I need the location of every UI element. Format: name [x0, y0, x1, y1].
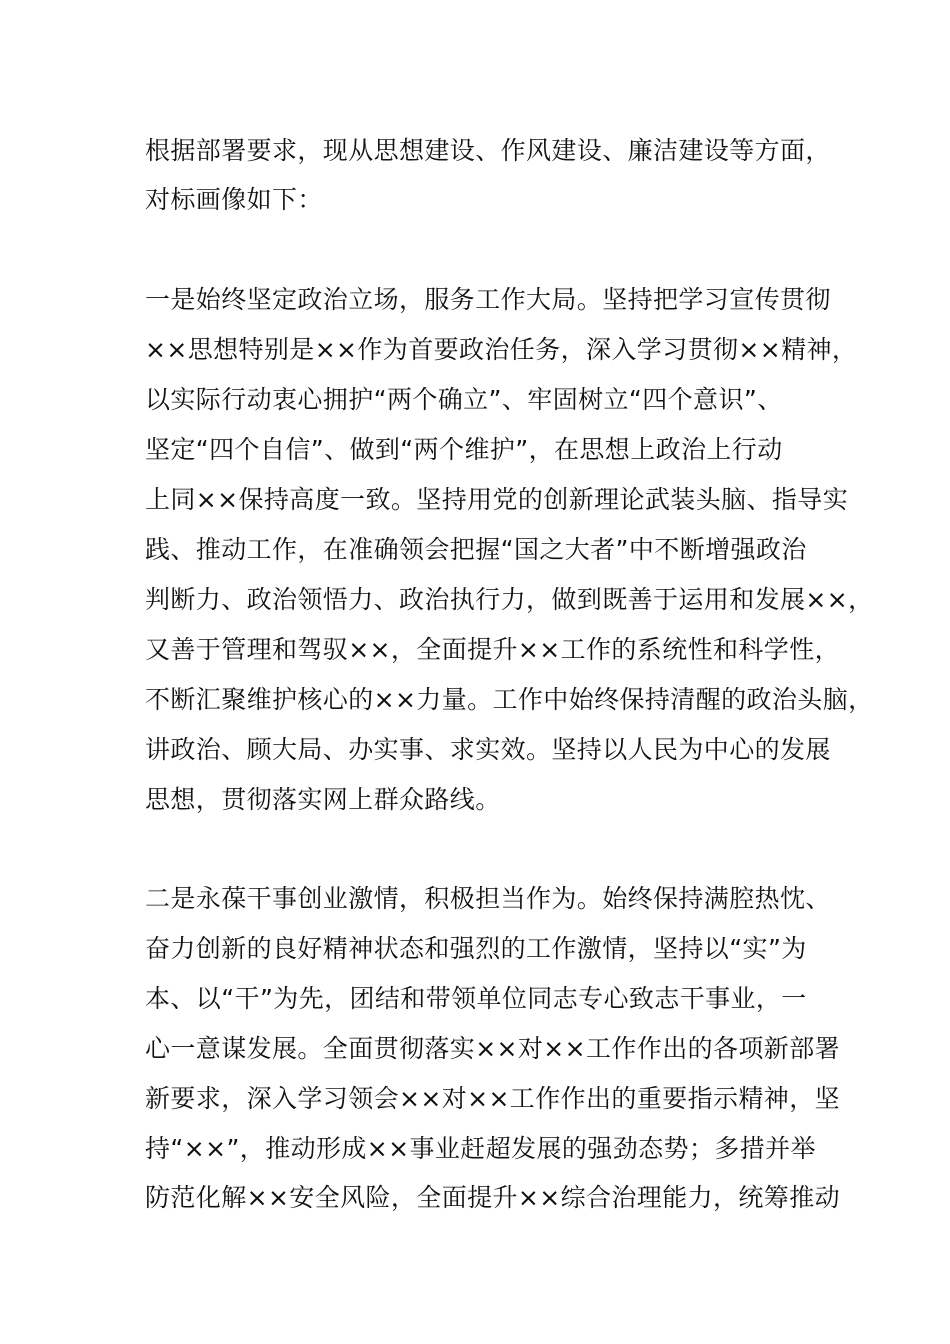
section2-line-2: 奋力创新的良好精神状态和强烈的工作激情，坚持以“实”为: [145, 934, 807, 963]
section1-line-3: 以实际行动衷心拥护“两个确立”、牢固树立“四个意识”、: [145, 385, 783, 414]
section2-line-3: 本、以“干”为先，团结和带领单位同志专心致志干事业，一: [145, 984, 807, 1013]
section2-line-7: 防范化解××安全风险，全面提升××综合治理能力，统筹推动: [145, 1183, 840, 1212]
section1-line-11: 思想，贯彻落实网上群众路线。: [145, 785, 501, 814]
section1-line-5: 上同××保持高度一致。坚持用党的创新理论武装头脑、指导实: [145, 485, 849, 514]
section1-line-8: 又善于管理和驾驭××，全面提升××工作的系统性和科学性，: [145, 635, 840, 664]
section1-line-4: 坚定“四个自信”、做到“两个维护”，在思想上政治上行动: [145, 435, 783, 464]
section1-line-9: 不断汇聚维护核心的××力量。工作中始终保持清醒的政治头脑，: [145, 685, 874, 714]
section2-line-4: 心一意谋发展。全面贯彻落实××对××工作作出的各项新部署: [145, 1034, 840, 1063]
section2-line-6: 持“××”，推动形成××事业赶超发展的强劲态势；多措并举: [145, 1134, 816, 1163]
intro-line-1: 根据部署要求，现从思想建设、作风建设、廉洁建设等方面，: [145, 136, 831, 165]
section2-line-1: 二是永葆干事创业激情，积极担当作为。始终保持满腔热忱、: [145, 884, 831, 913]
intro-line-2: 对标画像如下：: [145, 185, 323, 214]
section1-line-10: 讲政治、顾大局、办实事、求实效。坚持以人民为中心的发展: [145, 735, 831, 764]
section1-line-7: 判断力、政治领悟力、政治执行力，做到既善于运用和发展××，: [145, 585, 874, 614]
section2-line-5: 新要求，深入学习领会××对××工作作出的重要指示精神，坚: [145, 1084, 840, 1113]
section1-line-2: ××思想特别是××作为首要政治任务，深入学习贯彻××精神，: [145, 335, 858, 364]
section1-line-1: 一是始终坚定政治立场，服务工作大局。坚持把学习宣传贯彻: [145, 285, 831, 314]
section1-line-6: 践、推动工作，在准确领会把握“国之大者”中不断增强政治: [145, 535, 807, 564]
